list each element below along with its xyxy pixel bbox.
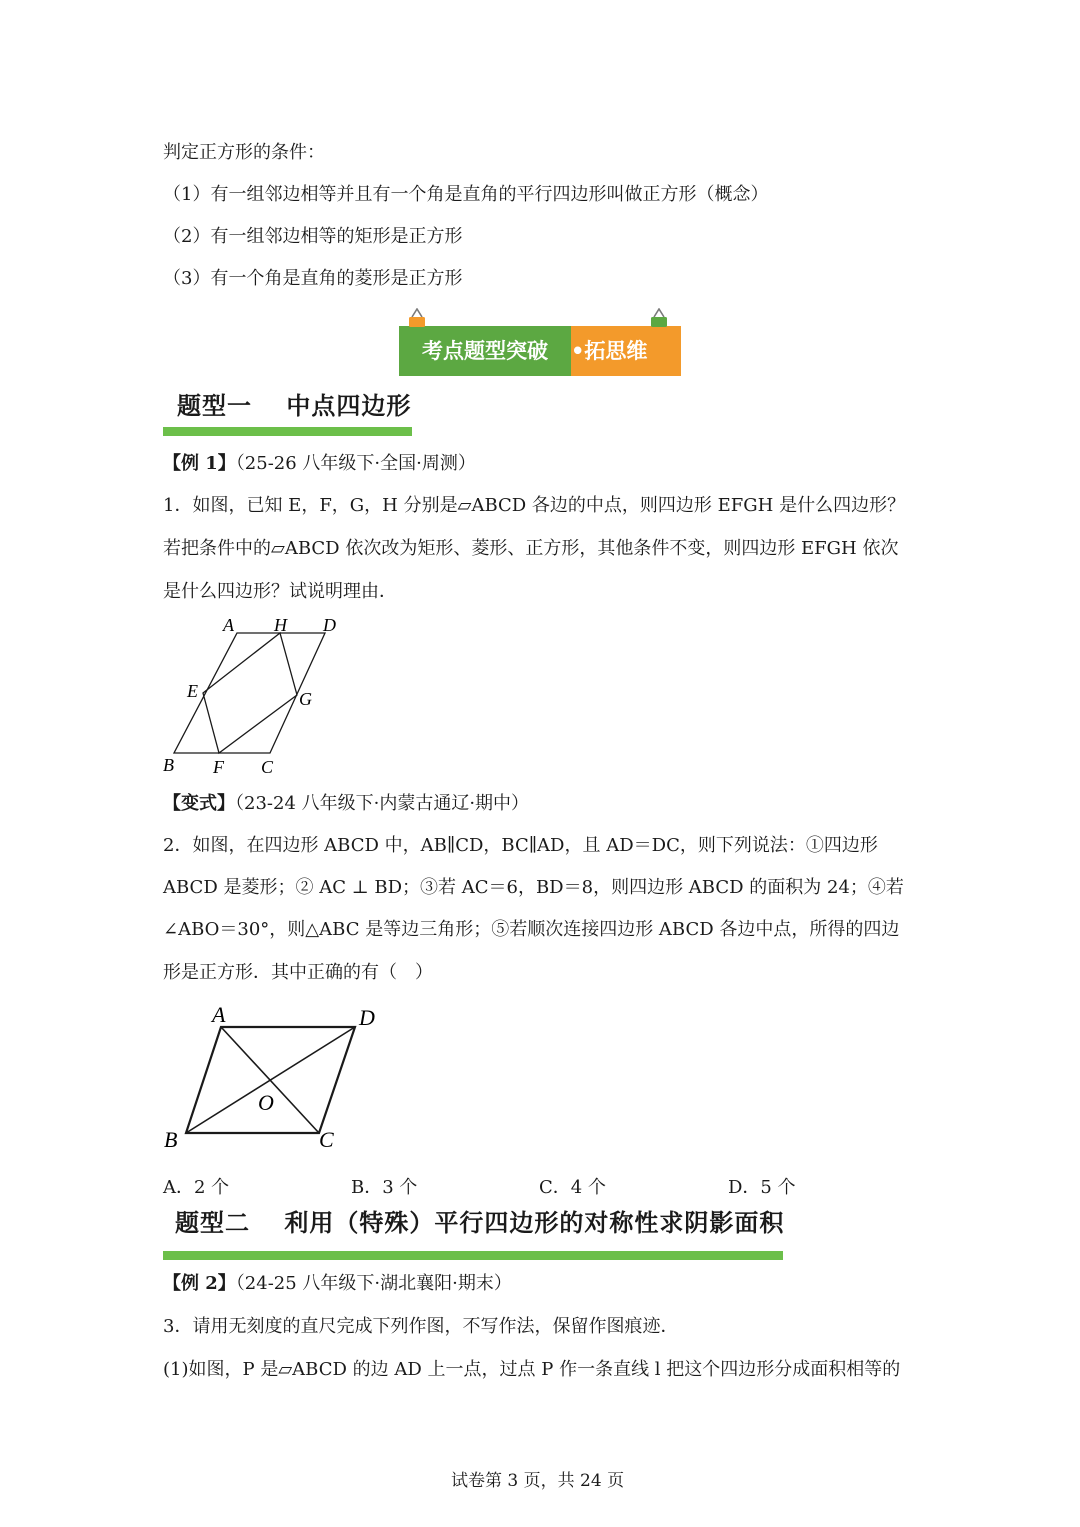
figure-2-rhombus [155,1000,390,1160]
intro-item-2: （2）有一组邻边相等的矩形是正方形 [163,226,463,247]
quadrilateral-efgh [203,633,297,753]
variant-tag: 【变式】 [163,793,235,814]
label-a: A [223,615,234,635]
question-2-line-3: ∠ABO＝30°，则△ABC 是等边三角形；⑤若顺次连接四边形 ABCD 各边中点，所得的四边 [163,919,900,940]
label-b: B [163,755,174,775]
question-3-line-2: (1)如图，P 是▱ABCD 的边 AD 上一点，过点 P 作一条直线 l 把这个四边形分成面积相等的 [163,1359,901,1380]
question-2-line-2: ABCD 是菱形；② AC ⊥ BD；③若 AC＝6，BD＝8，则四边形 ABCD 的面积为 24；④若 [163,877,904,898]
binder-clip-icon [407,308,427,328]
question-2-line-1: 2．如图，在四边形 ABCD 中，AB∥CD，BC∥AD，且 AD＝DC，则下列说法：①四边形 [163,835,878,856]
section-title-2: 题型二 利用（特殊）平行四边形的对称性求阴影面积 [175,1208,785,1237]
page-footer: 试卷第 3 页，共 24 页 [451,1471,625,1491]
variant-header [163,792,529,816]
example-1-tag: 【例 1】 [163,453,236,474]
label-o: O [258,1090,274,1115]
section-banner [399,326,681,376]
intro-heading: 判定正方形的条件： [163,142,325,163]
intro-item-1: （1）有一组邻边相等并且有一个角是直角的平行四边形叫做正方形（概念） [163,184,769,205]
section-underline-2 [163,1251,783,1260]
label-h: H [274,615,287,635]
example-1-source: （25-26 八年级下·全国·周测） [235,453,476,474]
label-f: F [213,757,224,777]
label-d: D [359,1005,375,1030]
diagonal-bd [186,1027,355,1133]
question-1-line-3: 是什么四边形？试说明理由． [163,581,397,602]
label-d: D [323,615,336,635]
label-c: C [261,757,274,777]
banner-left-text: 考点题型突破 [399,326,571,376]
banner-right-text: •拓思维 [571,326,681,376]
label-c: C [319,1127,334,1152]
label-e: E [187,681,198,701]
example-1-header [163,452,476,476]
example-2-tag: 【例 2】 [163,1273,236,1294]
figure-1-parallelogram [150,605,360,780]
section-underline-1 [163,427,412,436]
question-1-line-1: 1．如图，已知 E，F，G，H 分别是▱ABCD 各边的中点，则四边形 EFGH 是什么四边形？ [163,495,906,516]
section-title-1: 题型一 中点四边形 [177,391,412,420]
binder-clip-icon [649,308,669,328]
label-b: B [164,1127,178,1152]
question-1-line-2: 若把条件中的▱ABCD 依次改为矩形、菱形、正方形，其他条件不变，则四边形 EFGH 依次 [163,538,899,559]
question-2-line-4: 形是正方形．其中正确的有（ ） [163,962,433,983]
option-c: C．4 个 [539,1177,606,1198]
intro-item-3: （3）有一个角是直角的菱形是正方形 [163,268,463,289]
example-2-header [163,1272,512,1296]
example-2-source: （24-25 八年级下·湖北襄阳·期末） [235,1273,512,1294]
option-d: D．5 个 [728,1177,796,1198]
label-a: A [212,1002,226,1027]
option-a: A．2 个 [163,1177,230,1198]
label-g: G [299,689,312,709]
variant-source: （23-24 八年级下·内蒙古通辽·期中） [235,793,530,814]
option-b: B．3 个 [351,1177,418,1198]
question-3-line-1: 3．请用无刻度的直尺完成下列作图，不写作法，保留作图痕迹． [163,1316,679,1337]
